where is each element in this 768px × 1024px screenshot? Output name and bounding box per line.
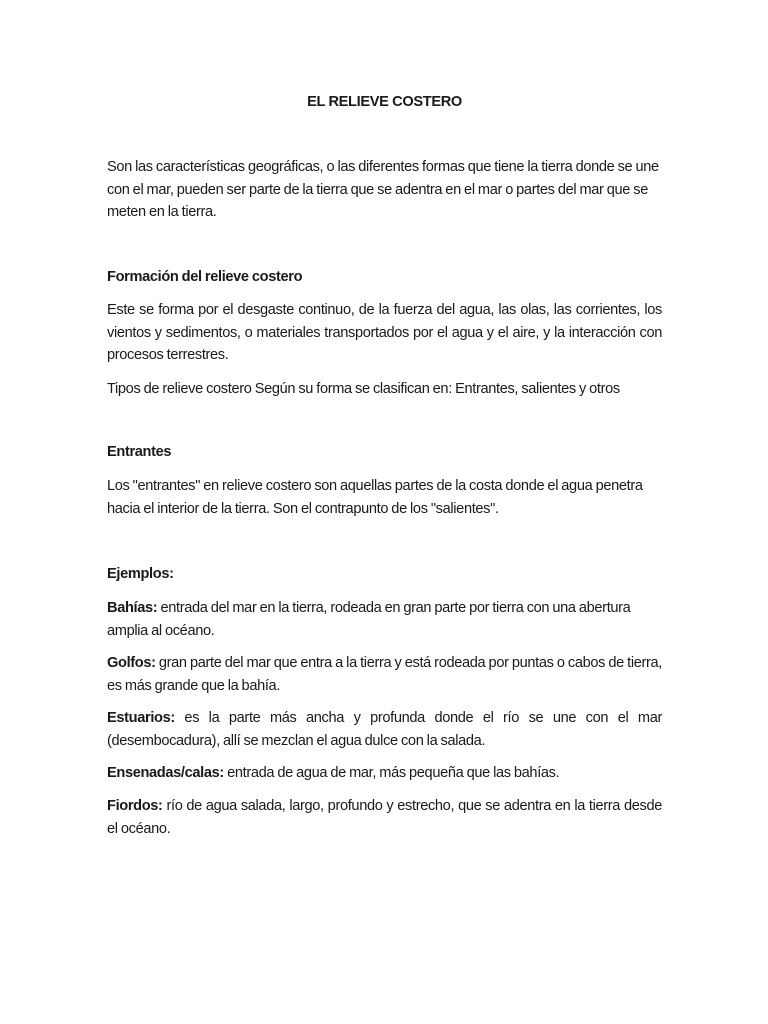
example-term: Estuarios: xyxy=(107,710,175,726)
examples-heading: Ejemplos: xyxy=(107,566,174,582)
example-item-fiordos xyxy=(107,795,662,840)
document-title: EL RELIEVE COSTERO xyxy=(307,94,462,110)
formation-paragraph: Este se forma por el desgaste continuo, de la fuerza del agua, las olas, las corrientes, los vientos y sedimentos, o materiales transportados por el agua y el aire, y la interacción con procesos terrestres. xyxy=(107,302,662,363)
example-item-golfos xyxy=(107,652,662,697)
entrantes-heading: Entrantes xyxy=(107,444,172,460)
example-text: entrada de agua de mar, más pequeña que las bahías. xyxy=(223,765,560,781)
example-item-bahias xyxy=(107,597,662,642)
formation-heading: Formación del relieve costero xyxy=(107,269,303,285)
example-term: Bahías: xyxy=(107,600,158,616)
example-term: Golfos: xyxy=(107,655,156,671)
intro-paragraph: Son las características geográficas, o las diferentes formas que tiene la tierra donde se une con el mar, pueden ser parte de la tierra que se adentra en el mar o partes del mar que se meten en la tierra. xyxy=(107,159,659,220)
example-term: Fiordos: xyxy=(107,798,163,814)
example-item-ensenadas xyxy=(107,762,662,785)
example-item-estuarios xyxy=(107,707,662,752)
example-text: río de agua salada, largo, profundo y estrecho, que se adentra en la tierra desde el océano. xyxy=(107,798,662,837)
entrantes-paragraph: Los "entrantes" en relieve costero son aquellas partes de la costa donde el agua penetra hacia el interior de la tierra. Son el contrapunto de los "salientes". xyxy=(107,478,643,517)
types-paragraph: Tipos de relieve costero Según su forma se clasifican en: Entrantes, salientes y otros xyxy=(107,381,620,397)
example-text: entrada del mar en la tierra, rodeada en gran parte por tierra con una abertura amplia al océano. xyxy=(107,600,631,639)
example-text: gran parte del mar que entra a la tierra y está rodeada por puntas o cabos de tierra, es más grande que la bahía. xyxy=(107,655,662,694)
example-text: es la parte más ancha y profunda donde el río se une con el mar (desembocadura), allí se mezclan el agua dulce con la salada. xyxy=(107,710,662,749)
example-term: Ensenadas/calas: xyxy=(107,765,224,781)
